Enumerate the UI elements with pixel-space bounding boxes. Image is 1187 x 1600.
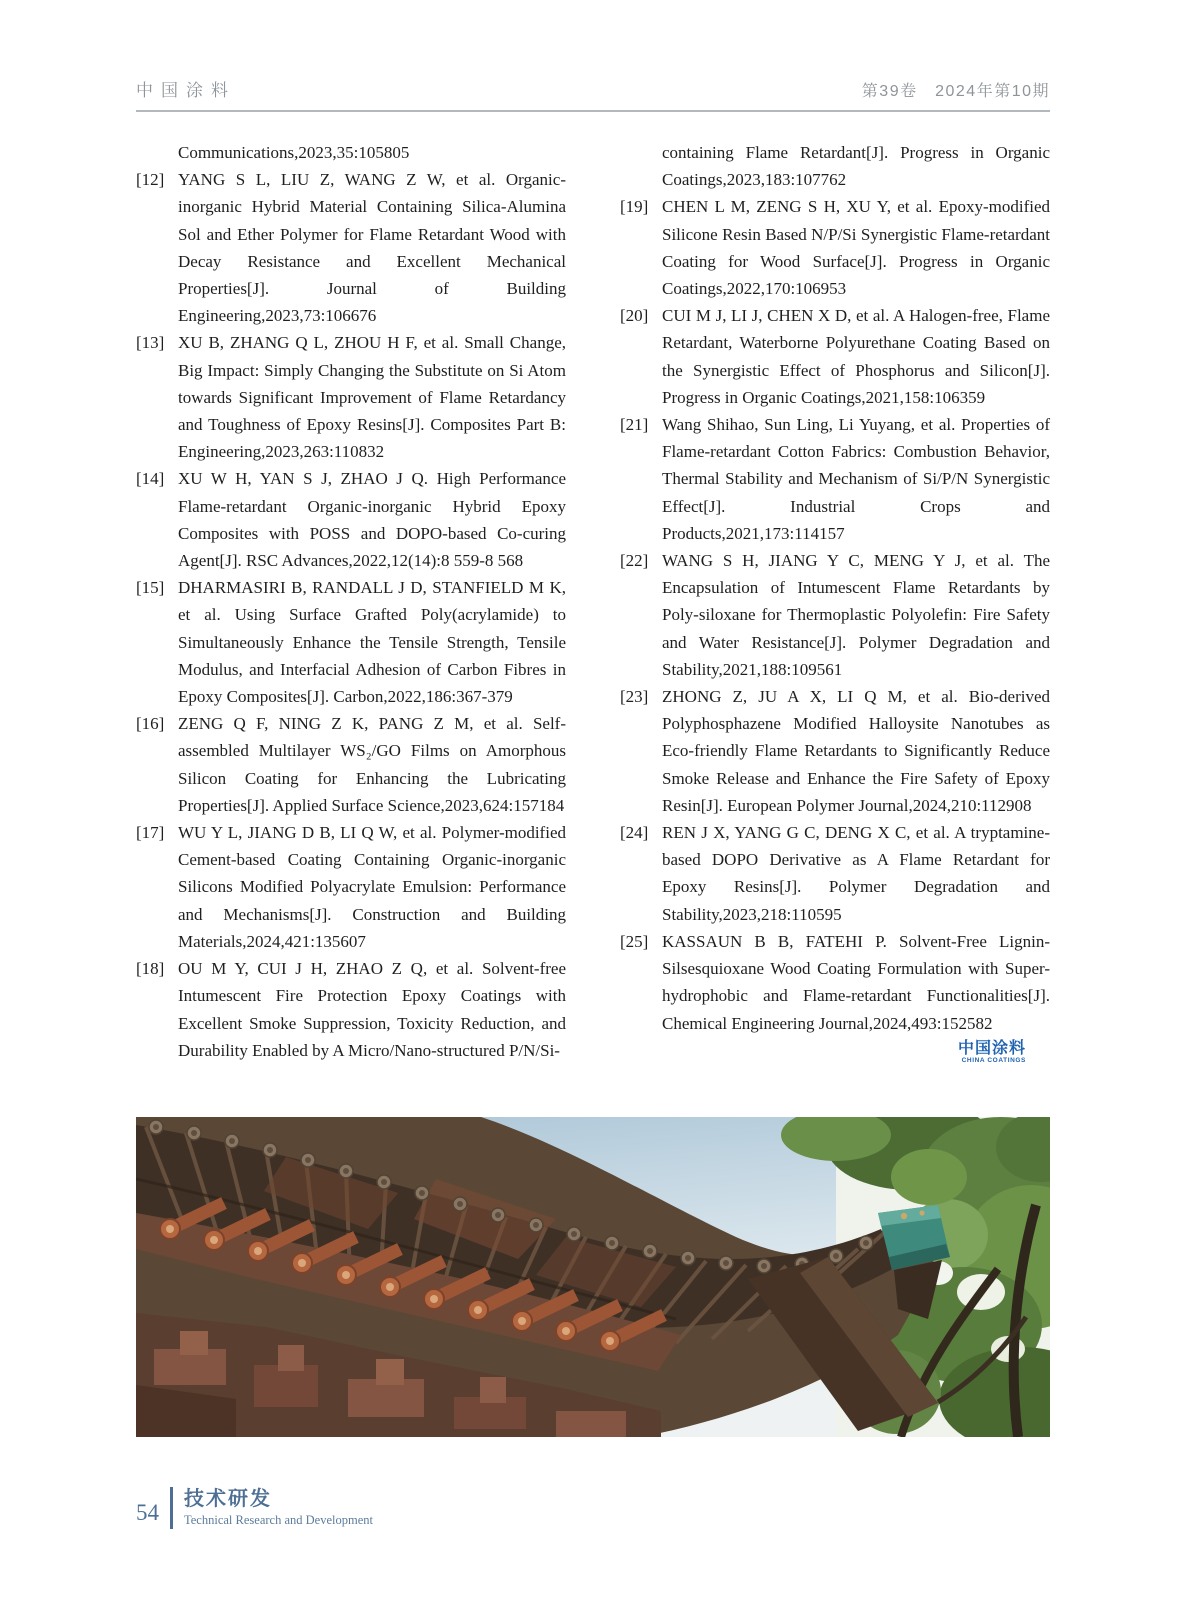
section-title-en: Technical Research and Development bbox=[184, 1513, 373, 1527]
reference-item bbox=[136, 955, 566, 1064]
volume-issue: 第39卷 2024年第10期 bbox=[861, 83, 1050, 100]
reference-number: [12] bbox=[136, 170, 165, 190]
reference-item bbox=[620, 139, 1050, 193]
reference-item bbox=[620, 928, 1050, 1037]
reference-number: [20] bbox=[620, 306, 649, 326]
temple-eave-photo bbox=[136, 1117, 1050, 1437]
end-logo-en: CHINA COATINGS bbox=[961, 1056, 1026, 1064]
reference-number: [21] bbox=[620, 415, 649, 435]
reference-text: KASSAUN B B, FATEHI P. Solvent-Free Lignin-Silsesquioxane Wood Coating Formulation with Super-hydrophobic and Flame-retardant Functionalities[J]. Chemical Engineering Journal,2024,493:152582 bbox=[662, 931, 1050, 1033]
reference-item bbox=[620, 819, 1050, 928]
reference-item bbox=[136, 329, 566, 465]
reference-number: [17] bbox=[136, 823, 165, 843]
end-of-article-logo bbox=[620, 1041, 1050, 1065]
reference-item bbox=[620, 547, 1050, 683]
page-number: 54 bbox=[136, 1500, 159, 1525]
reference-item bbox=[620, 193, 1050, 302]
reference-item bbox=[136, 574, 566, 710]
reference-item bbox=[136, 710, 566, 819]
reference-number: [18] bbox=[136, 959, 165, 979]
reference-text: DHARMASIRI B, RANDALL J D, STANFIELD M K, et al. Using Surface Grafted Poly(acrylamide) to Simultaneously Enhance the Tensile Strength, Tensile Modulus, and Interfacial Adhesion of Carbon Fibres in Epoxy Composites[J]. Carbon,2022,186:367-379 bbox=[178, 578, 566, 707]
reference-text: Communications,2023,35:105805 bbox=[178, 143, 410, 162]
reference-number: [22] bbox=[620, 551, 649, 571]
references-column-left bbox=[136, 139, 566, 1064]
footer-divider bbox=[170, 1487, 173, 1529]
reference-number: [16] bbox=[136, 714, 165, 734]
reference-item bbox=[136, 139, 566, 166]
reference-item bbox=[136, 465, 566, 574]
reference-text: REN J X, YANG G C, DENG X C, et al. A tryptamine-based DOPO Derivative as A Flame Retardant for Epoxy Resins[J]. Polymer Degradation and Stability,2023,218:110595 bbox=[662, 823, 1050, 924]
reference-text: XU W H, YAN S J, ZHAO J Q. High Performance Flame-retardant Organic-inorganic Hybrid Epoxy Composites with POSS and DOPO-based Co-curing Agent[J]. RSC Advances,2022,12(14):8 559-8 568 bbox=[178, 469, 566, 571]
reference-item bbox=[136, 166, 566, 329]
reference-item bbox=[620, 683, 1050, 819]
temple-eave-illustration bbox=[136, 1117, 1050, 1437]
reference-number: [24] bbox=[620, 823, 649, 843]
reference-number: [19] bbox=[620, 197, 649, 217]
reference-text: YANG S L, LIU Z, WANG Z W, et al. Organic-inorganic Hybrid Material Containing Silica-Alumina Sol and Ether Polymer for Flame Retardant Wood with Decay Resistance and Excellent Mechanical Properties[J]. Journal of Building Engineering,2023,73:106676 bbox=[178, 170, 566, 326]
page-header bbox=[136, 76, 1050, 112]
journal-name: 中国涂料 bbox=[136, 81, 236, 100]
reference-number: [23] bbox=[620, 687, 649, 707]
reference-text: Wang Shihao, Sun Ling, Li Yuyang, et al. Properties of Flame-retardant Cotton Fabrics: Combustion Behavior, Thermal Stability and Mechanism of Si/P/N Synergistic Effect[J]. Industrial Crops and Products,2021,173:114157 bbox=[662, 415, 1050, 543]
reference-number: [14] bbox=[136, 469, 165, 489]
reference-text: XU B, ZHANG Q L, ZHOU H F, et al. Small Change, Big Impact: Simply Changing the Substitute on Si Atom towards Significant Improvement of Flame Retardancy and Toughness of Epoxy Resins[J]. Composites Part B: Engineering,2023,263:110832 bbox=[178, 333, 566, 462]
reference-text: containing Flame Retardant[J]. Progress in Organic Coatings,2023,183:107762 bbox=[662, 143, 1050, 190]
reference-text: WANG S H, JIANG Y C, MENG Y J, et al. The Encapsulation of Intumescent Flame Retardants by Poly-siloxane for Thermoplastic Polyolefin: Fire Safety and Water Resistance[J]. Polymer Degradation and Stability,2021,188:109561 bbox=[662, 551, 1050, 679]
reference-text: ZENG Q F, NING Z K, PANG Z M, et al. Self-assembled Multilayer WS₂/GO Films on Amorphous Silicon Coating for Enhancing the Lubricating Properties[J]. Applied Surface Science,2023,624:157184 bbox=[178, 714, 566, 815]
reference-item bbox=[620, 302, 1050, 411]
reference-item bbox=[136, 819, 566, 955]
reference-text: WU Y L, JIANG D B, LI Q W, et al. Polymer-modified Cement-based Coating Containing Organic-inorganic Silicons Modified Polyacrylate Emulsion: Performance and Mechanisms[J]. Construction and Building Materials,2024,421:135607 bbox=[178, 823, 566, 951]
reference-text: ZHONG Z, JU A X, LI Q M, et al. Bio-derived Polyphosphazene Modified Halloysite Nanotubes as Eco-friendly Flame Retardants to Significantly Reduce Smoke Release and Enhance the Fire Safety of Epoxy Resin[J]. European Polymer Journal,2024,210:112908 bbox=[662, 687, 1050, 815]
reference-text: CUI M J, LI J, CHEN X D, et al. A Halogen-free, Flame Retardant, Waterborne Polyurethane Coating Based on the Synergistic Effect of Phosphorus and Silicon[J]. Progress in Organic Coatings,2021,158:106359 bbox=[662, 306, 1050, 407]
references-column-right bbox=[620, 139, 1050, 1064]
reference-number: [13] bbox=[136, 333, 165, 353]
end-logo-cn: 中国涂料 bbox=[957, 1039, 1026, 1057]
references-section bbox=[136, 139, 1050, 1064]
reference-number: [25] bbox=[620, 931, 649, 951]
page-footer bbox=[136, 1487, 373, 1529]
reference-text: CHEN L M, ZENG S H, XU Y, et al. Epoxy-modified Silicone Resin Based N/P/Si Synergistic Flame-retardant Coating for Wood Surface[J]. Progress in Organic Coatings,2022,170:106953 bbox=[662, 197, 1050, 299]
section-title-cn: 技术研发 bbox=[184, 1488, 272, 1510]
reference-item bbox=[620, 411, 1050, 547]
reference-text: OU M Y, CUI J H, ZHAO Z Q, et al. Solvent-free Intumescent Fire Protection Epoxy Coatings with Excellent Smoke Suppression, Toxicity Reduction, and Durability Enabled by A Micro/Nano-structured P/N/Si- bbox=[178, 959, 566, 1060]
reference-number: [15] bbox=[136, 578, 165, 598]
